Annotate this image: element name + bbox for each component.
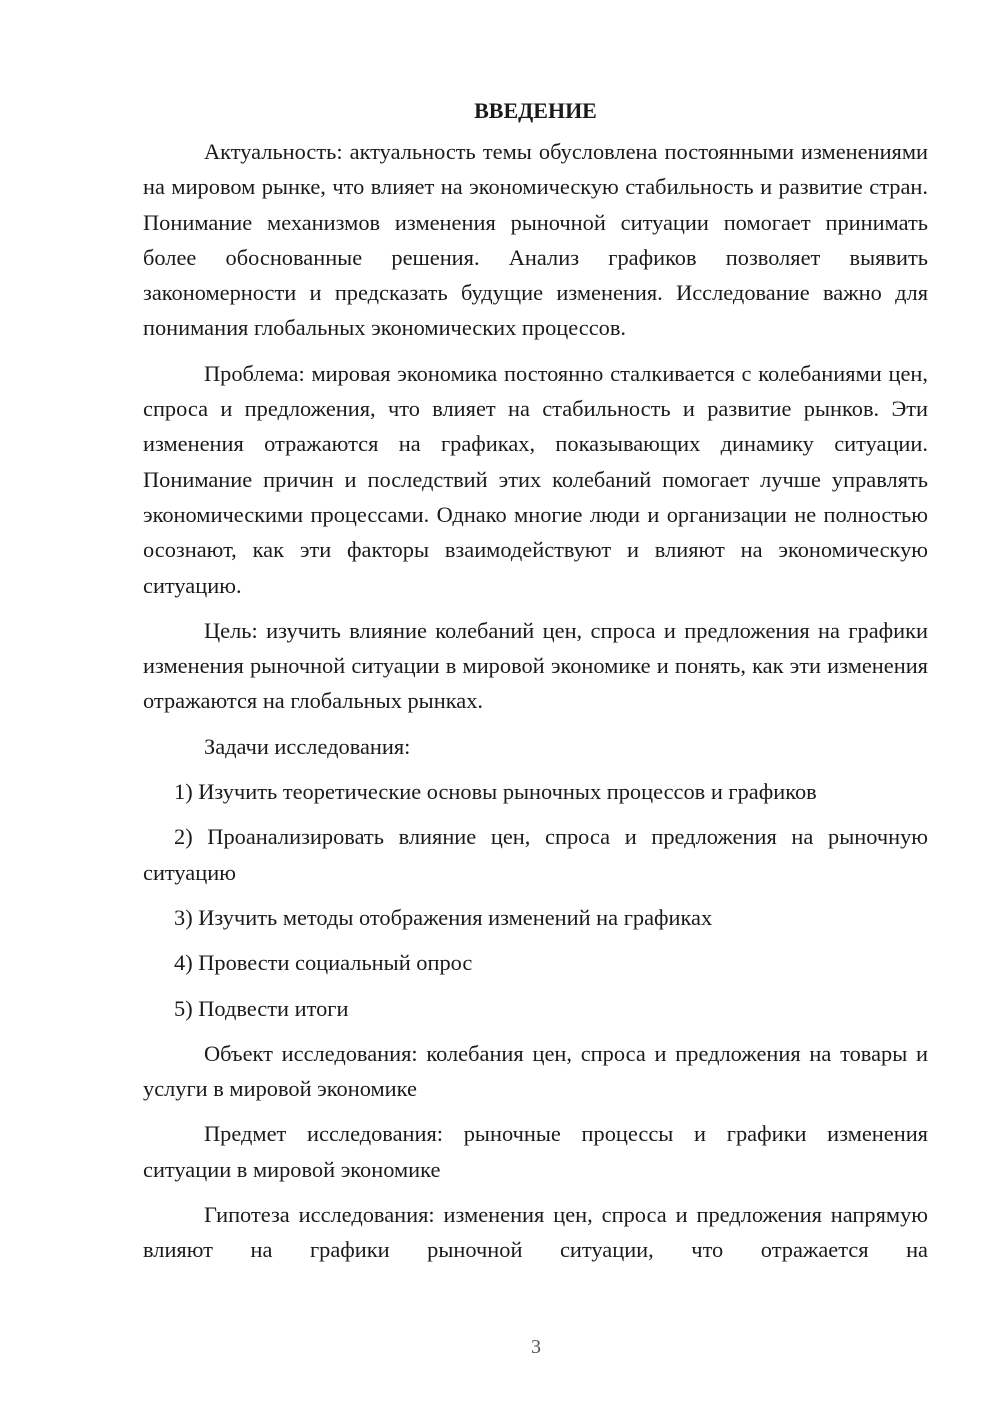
task-item-1: 1) Изучить теоретические основы рыночных процессов и графиков [174, 779, 817, 805]
page-number: 3 [531, 1336, 541, 1358]
paragraph-goal: Цель: изучить влияние колебаний цен, спроса и предложения на графики изменения рыночной ситуации в мировой экономике и понять, как эти изменения отражаются на глобальных рынках. [143, 617, 928, 714]
task-item-4: 4) Провести социальный опрос [174, 950, 473, 976]
paragraph-hypothesis: Гипотеза исследования: изменения цен, спроса и предложения напрямую влияют на графики рыночной ситуации, что отражается на [143, 1202, 928, 1263]
document-page [143, 96, 928, 1278]
task-item-3: 3) Изучить методы отображения изменений на графиках [174, 904, 713, 930]
task-item-2: 2) Проанализировать влияние цен, спроса и предложения на рыночную ситуацию [143, 824, 928, 885]
task-item-5: 5) Подвести итоги [174, 995, 349, 1021]
paragraph-relevance: Актуальность: актуальность темы обусловлена постоянными изменениями на мировом рынке, что влияет на экономическую стабильность и развитие стран. Понимание механизмов изменения рыночной ситуации помогает принимать более обоснованные решения. Анализ графиков позволяет выявить закономерности и предсказать будущие изменения. Исследование важно для понимания глобальных экономических процессов. [143, 139, 928, 341]
paragraph-object: Объект исследования: колебания цен, спроса и предложения на товары и услуги в мировой экономике [143, 1040, 928, 1102]
section-title: ВВЕДЕНИЕ [474, 98, 597, 123]
tasks-heading: Задачи исследования: [204, 733, 411, 759]
paragraph-problem: Проблема: мировая экономика постоянно сталкивается с колебаниями цен, спроса и предложения, что влияет на стабильность и развитие рынков. Эти изменения отражаются на графиках, показывающих динамику ситуации. Понимание причин и последствий этих колебаний помогает лучше управлять экономическими процессами. Однако многие люди и организации не полностью осознают, как эти факторы взаимодействуют и влияют на экономическую ситуацию. [143, 360, 928, 598]
paragraph-subject: Предмет исследования: рыночные процессы и графики изменения ситуации в мировой экономике [143, 1121, 928, 1182]
